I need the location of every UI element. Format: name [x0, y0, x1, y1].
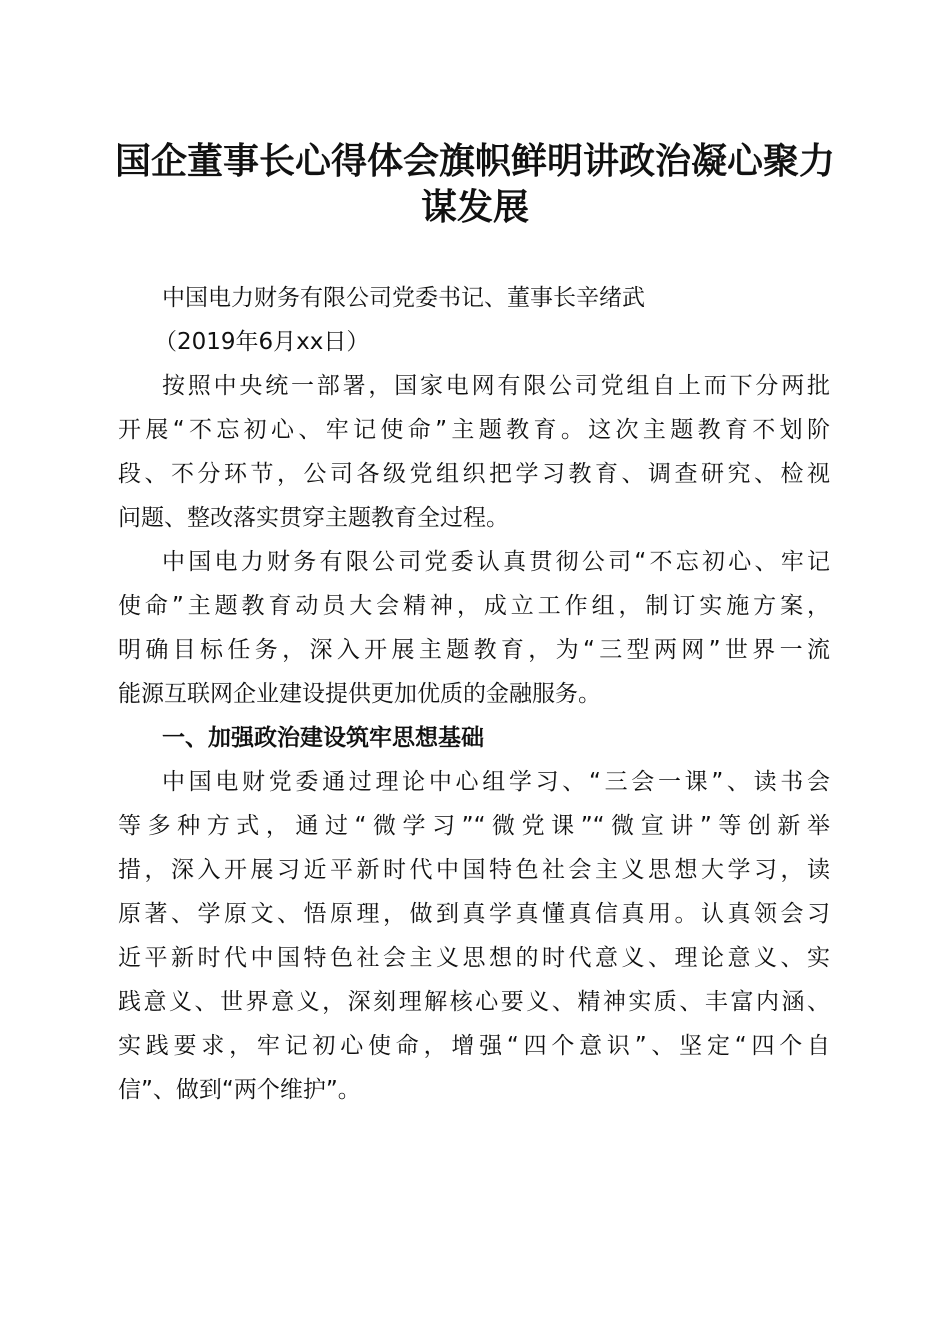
section-heading: 一、加强政治建设筑牢思想基础	[162, 725, 484, 751]
paragraph-line: 使命”主题教育动员大会精神，成立工作组，制订实施方案，	[118, 593, 830, 619]
paragraph-line: 明确目标任务，深入开展主题教育，为“三型两网”世界一流	[118, 637, 830, 663]
paragraph-line: 原著、学原文、悟原理，做到真学真懂真信真用。认真领会习	[118, 901, 830, 927]
date-line: （2019年6月xx日）	[154, 329, 370, 355]
paragraph-line: 实践要求，牢记初心使命，增强“四个意识”、坚定“四个自	[118, 1033, 830, 1059]
paragraph-line: 信”、做到“两个维护”。	[118, 1077, 361, 1103]
paragraph-line: 开展“不忘初心、牢记使命”主题教育。这次主题教育不划阶	[118, 417, 830, 443]
document-title-line-2: 谋发展	[420, 186, 529, 228]
section-paragraph	[118, 760, 830, 1112]
paragraph-line: 中国电力财务有限公司党委认真贯彻公司“不忘初心、牢记	[162, 549, 830, 575]
paragraph-line: 问题、整改落实贯穿主题教育全过程。	[118, 505, 509, 531]
paragraph-line: 近平新时代中国特色社会主义思想的时代意义、理论意义、实	[118, 945, 830, 971]
paragraph-line: 能源互联网企业建设提供更加优质的金融服务。	[118, 681, 601, 707]
document-body	[118, 276, 830, 1112]
paragraph-1	[118, 364, 830, 540]
paragraph-line: 践意义、世界意义，深刻理解核心要义、精神实质、丰富内涵、	[118, 989, 830, 1015]
paragraph-line: 措，深入开展习近平新时代中国特色社会主义思想大学习，读	[118, 857, 830, 883]
document-title-line-1: 国企董事长心得体会旗帜鲜明讲政治凝心聚力	[114, 140, 835, 182]
paragraph-line: 段、不分环节，公司各级党组织把学习教育、调查研究、检视	[118, 461, 830, 487]
author-line: 中国电力财务有限公司党委书记、董事长辛绪武	[162, 285, 645, 311]
paragraph-line: 按照中央统一部署，国家电网有限公司党组自上而下分两批	[162, 373, 830, 399]
paragraph-line: 等多种方式，通过“微学习”“微党课”“微宣讲”等创新举	[118, 813, 830, 839]
paragraph-2	[118, 540, 830, 716]
paragraph-line: 中国电财党委通过理论中心组学习、“三会一课”、读书会	[162, 769, 830, 795]
